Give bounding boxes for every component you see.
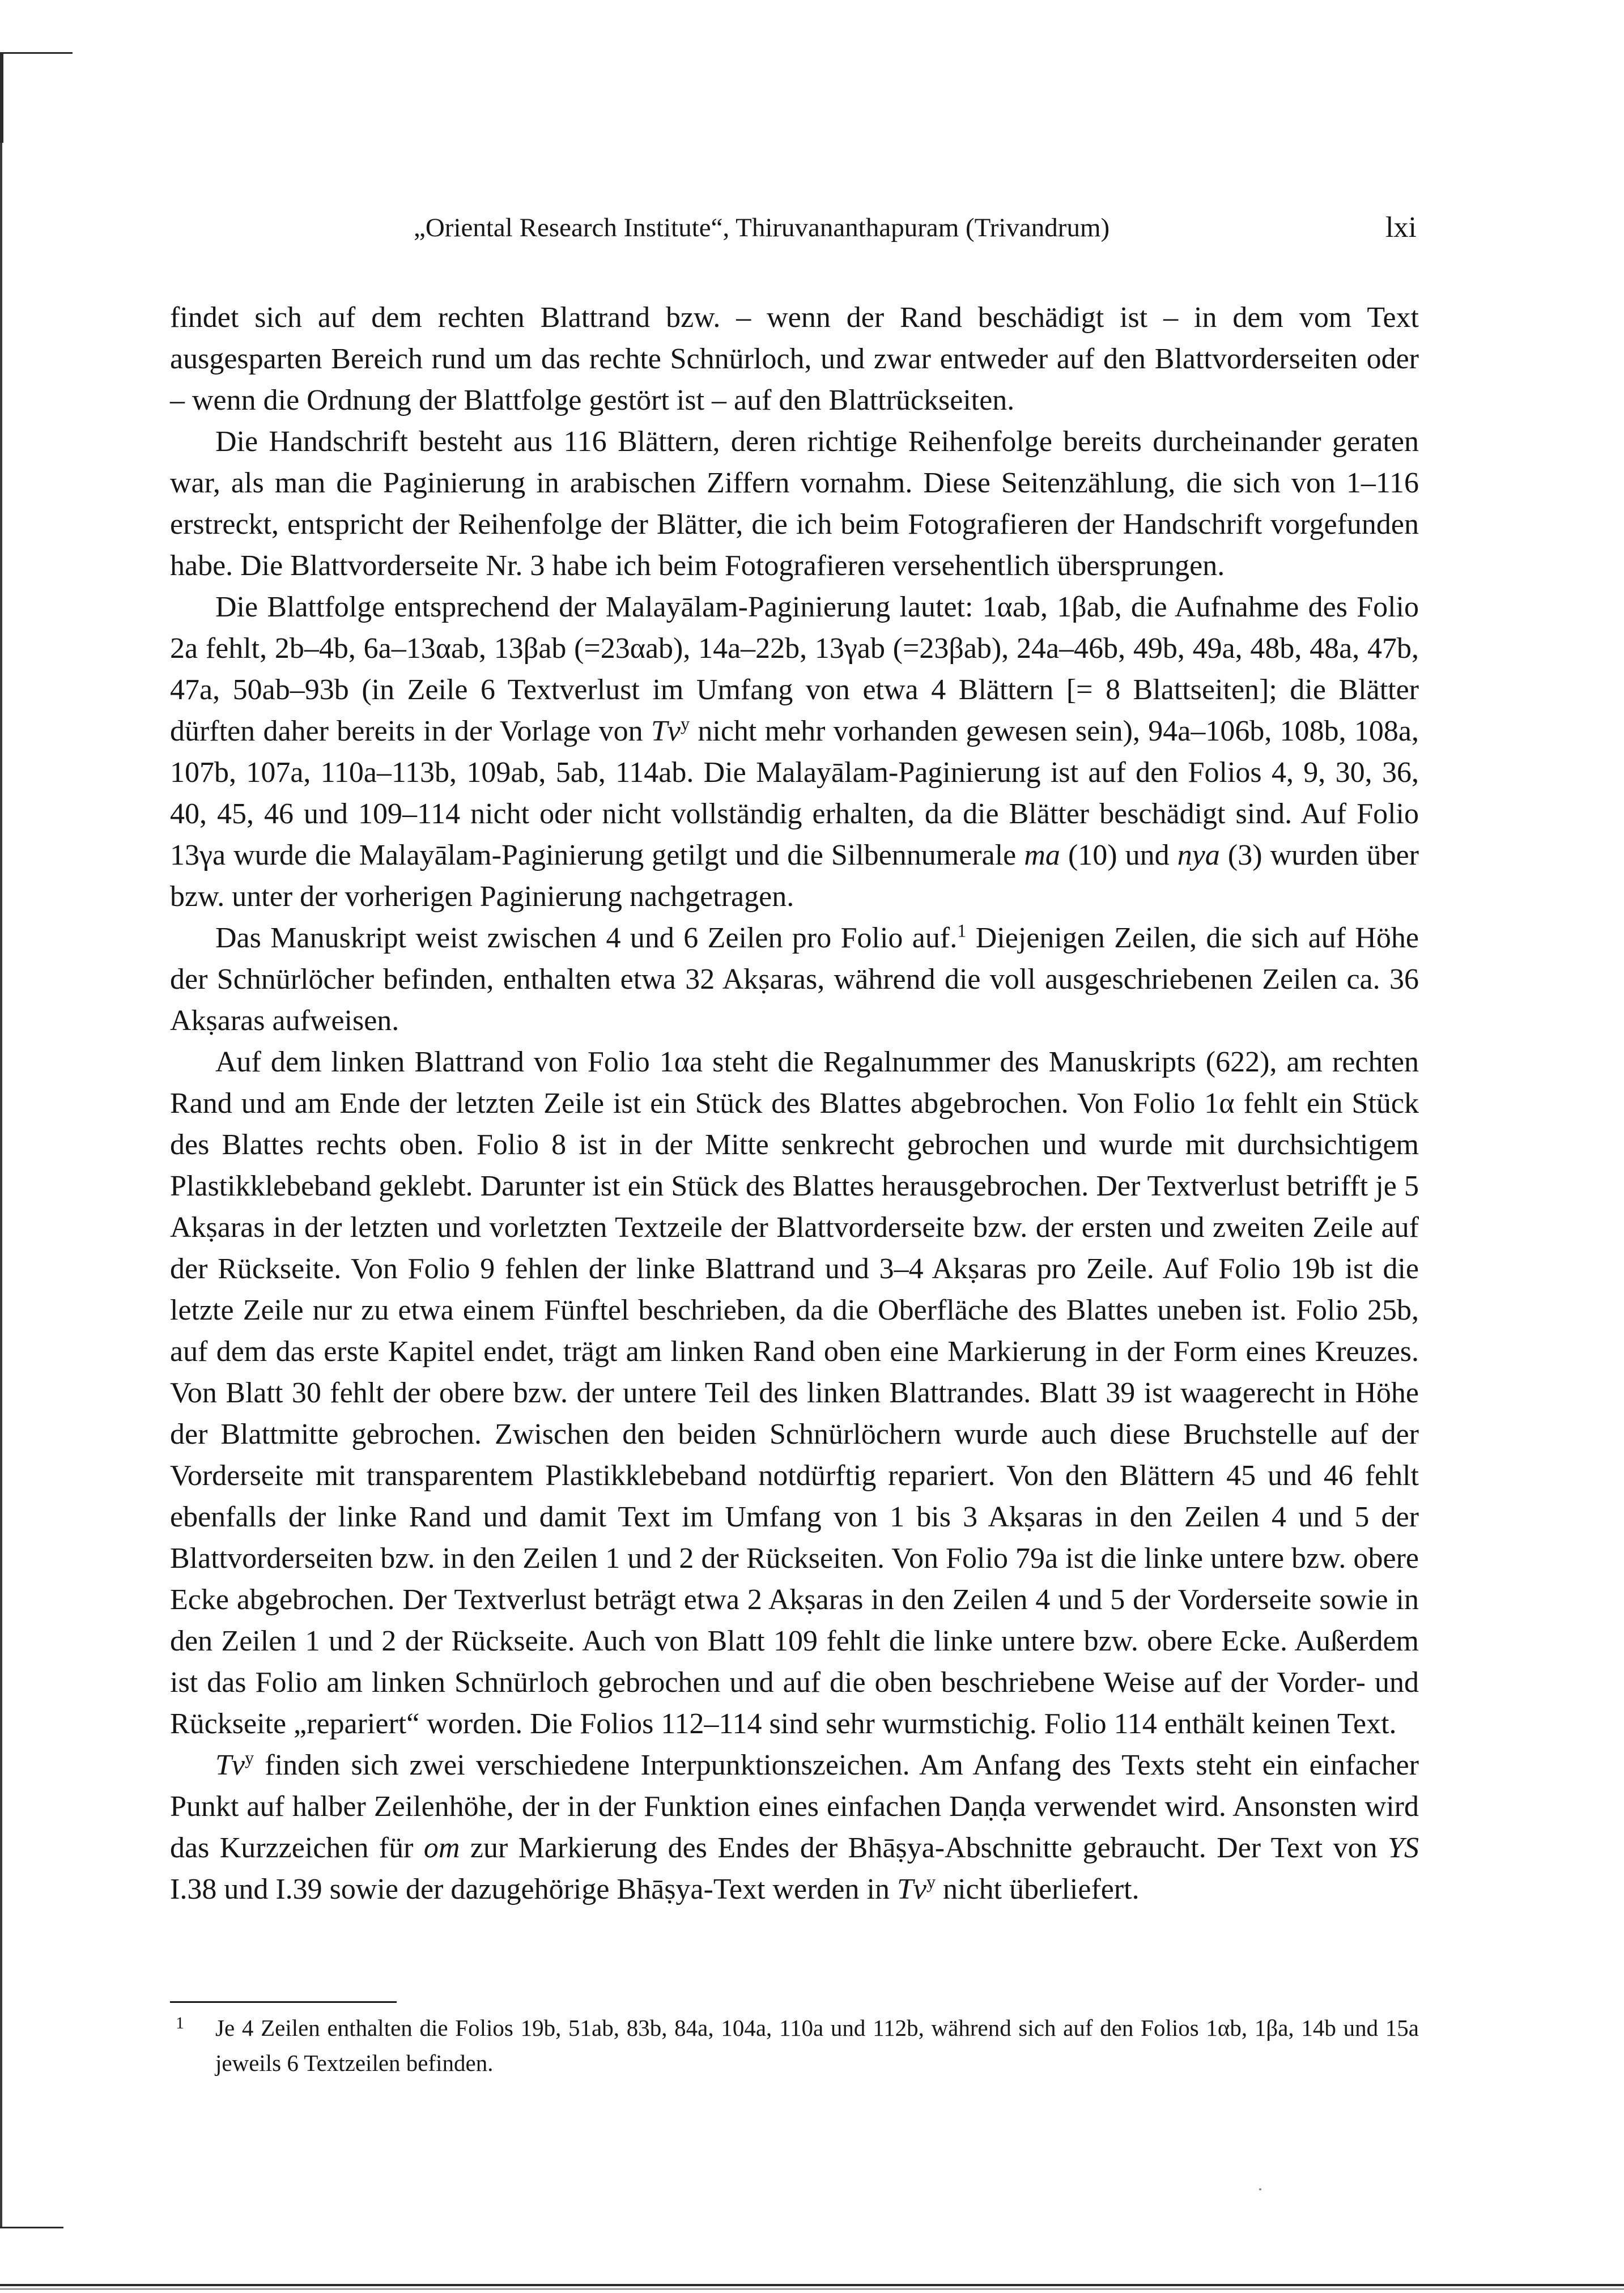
scan-border-left [0,143,2,2228]
scan-speck [1259,2188,1261,2190]
paragraph-1 [170,297,1419,421]
paragraph-2-text: Die Handschrift besteht aus 116 Blättern, deren richtige Reihenfolge bereits durcheinander geraten war, als man die Paginierung in arabischen Ziffern vornahm. Diese Seitenzählung, die sich von 1–116 erstreckt, entspricht der Reihenfolge der Blätter, die ich beim Fotografieren der Handschrift vorgefunden habe. Die Blattvorderseite Nr. 3 habe ich beim Fotografieren versehentlich übersprungen. [170,426,1419,582]
footnotes [170,2010,1419,2081]
siglum-tv: Tv [215,1749,245,1781]
paragraph-3-text-b: nicht mehr vorhanden gewesen sein), 94a–106b, 108b, 108a, 107b, 107a, 110a–113b, 109ab, 5ab, 114ab. Die Malayālam-Paginierung ist auf den Folios 4, 9, 30, 36, 40, 45, 46 und 109–114 nicht oder nicht vollständig erhalten, da die Blätter beschädigt sind. Auf Folio 13γa wurde die Malayālam-Paginierung getilgt und die Silbennumerale [170,715,1419,871]
paragraph-4 [170,917,1419,1041]
scan-border-bottom-left [0,2227,63,2228]
paragraph-6-text-b: zur Markierung des Endes der Bhāṣya-Abschnitte gebraucht. Der Text von [460,1832,1388,1864]
siglum-tv: Tv [651,715,681,747]
scan-border-bottom [0,2284,1624,2286]
siglum-tv: Tv [896,1873,926,1905]
scan-border-left-top [0,52,3,143]
paragraph-6-text-a: finden sich zwei verschiedene Interpunktionszeichen. Am Anfang des Texts steht ein einfacher Punkt auf halber Zeilenhöhe, der in der Funktion eines einfachen Daṇḍa verwendet wird. Ansonsten wird das Kurzzeichen für [170,1749,1419,1864]
footnote [170,2010,1419,2081]
scan-border-bottom-thin [0,2288,1624,2290]
paragraph-3-text-d: (3) wurden über bzw. unter der vorherigen Paginierung nachgetragen. [170,839,1419,913]
footnote-rule [170,2001,397,2003]
siglum-tv-superscript: y [680,713,690,734]
paragraph-5-text: Auf dem linken Blattrand von Folio 1αa steht die Regalnummer des Manuskripts (622), am rechten Rand und am Ende der letzten Zeile ist ein Stück des Blattes abgebrochen. Von Folio 1α fehlt ein Stück des Blattes rechts oben. Folio 8 ist in der Mitte senkrecht gebrochen und wurde mit durchsichtigem Plastikklebeband geklebt. Darunter ist ein Stück des Blattes herausgebrochen. Der Textverlust betrifft je 5 Akṣaras in der letzten und vorletzten Textzeile der Blattvorderseite bzw. der ersten und zweiten Zeile auf der Rückseite. Von Folio 9 fehlen der linke Blattrand und 3–4 Akṣaras pro Zeile. Auf Folio 19b ist die letzte Zeile nur zu etwa einem Fünftel beschrieben, da die Oberfläche des Blattes uneben ist. Folio 25b, auf dem das erste Kapitel endet, trägt am linken Rand oben eine Markierung in der Form eines Kreuzes. Von Blatt 30 fehlt der obere bzw. der untere Teil des linken Blattrandes. Blatt 39 ist waagerecht in Höhe der Blattmitte gebrochen. Zwischen den beiden Schnürlöchern wurde auch diese Bruchstelle auf der Vorderseite mit transparentem Plastikklebeband notdürftig repariert. Von den Blättern 45 und 46 fehlt ebenfalls der linke Rand und damit Text im Umfang von 1 bis 3 Akṣaras in den Zeilen 4 und 5 der Blattvorderseiten bzw. in den Zeilen 1 und 2 der Rückseiten. Von Folio 79a ist die linke untere bzw. obere Ecke abgebrochen. Der Textverlust beträgt etwa 2 Akṣaras in den Zeilen 4 und 5 der Vorderseite sowie in den Zeilen 1 und 2 der Rückseite. Auch von Blatt 109 fehlt die linke untere bzw. obere Ecke. Außerdem ist das Folio am linken Schnürloch gebrochen und auf die oben beschriebene Weise auf der Vorder- und Rückseite „repariert“ worden. Die Folios 112–114 sind sehr wurmstichig. Folio 114 enthält keinen Text. [170,1046,1419,1740]
page-number: lxi [1385,211,1417,244]
siglum-ys: YS [1388,1832,1419,1864]
footnote-text: Je 4 Zeilen enthalten die Folios 19b, 51ab, 83b, 84a, 104a, 110a und 112b, während sich auf den Folios 1αb, 1βa, 14b und 15a jeweils 6 Textzeilen befinden. [215,2015,1419,2076]
footnote-reference[interactable]: 1 [957,920,967,941]
paragraph-6-text-c: I.38 und I.39 sowie der dazugehörige Bhāṣya-Text werden in [170,1873,897,1905]
running-head [170,205,1417,250]
paragraph-4-text-b: Diejenigen Zeilen, die sich auf Höhe der Schnürlöcher befinden, enthalten etwa 32 Akṣaras, während die voll ausgeschriebenen Zeilen ca. 36 Akṣaras aufweisen. [170,922,1419,1037]
paragraph-4-text-a: Das Manuskript weist zwischen 4 und 6 Zeilen pro Folio auf. [215,922,958,954]
paragraph-3-text-a: Die Blattfolge entsprechend der Malayālam-Paginierung lautet: 1αab, 1βab, die Aufnahme des Folio 2a fehlt, 2b–4b, 6a–13αab, 13βab (=23αab), 14a–22b, 13γab (=23βab), 24a–46b, 49b, 49a, 48b, 48a, 47b, 47a, 50ab–93b (in Zeile 6 Textverlust im Umfang von etwa 4 Blättern [= 8 Blattseiten]; die Blätter dürften daher bereits in der Vorlage von [170,591,1419,747]
term-om: om [423,1832,460,1864]
paragraph-5 [170,1041,1419,1745]
paragraph-6-text-d: nicht überliefert. [936,1873,1140,1905]
scan-border-top [0,52,73,54]
syllable-numeral-ma: ma [1024,839,1060,871]
paragraph-6 [170,1745,1419,1910]
paragraph-3 [170,586,1419,917]
paragraph-3-text-c: (10) und [1060,839,1177,871]
siglum-tv-superscript: y [926,1871,936,1892]
body-text [170,297,1419,1910]
siglum-tv-superscript: y [245,1747,254,1768]
syllable-numeral-nya: nya [1177,839,1220,871]
paragraph-2 [170,421,1419,586]
footnote-marker: 1 [176,2014,184,2032]
running-head-title: „Oriental Research Institute“, Thiruvananthapuram (Trivandrum) [414,213,1110,243]
paragraph-1-text: findet sich auf dem rechten Blattrand bzw. – wenn der Rand beschädigt ist – in dem vom Text ausgesparten Bereich rund um das rechte Schnürloch, und zwar entweder auf den Blattvorderseiten oder – wenn die Ordnung der Blattfolge gestört ist – auf den Blattrückseiten. [170,301,1419,416]
